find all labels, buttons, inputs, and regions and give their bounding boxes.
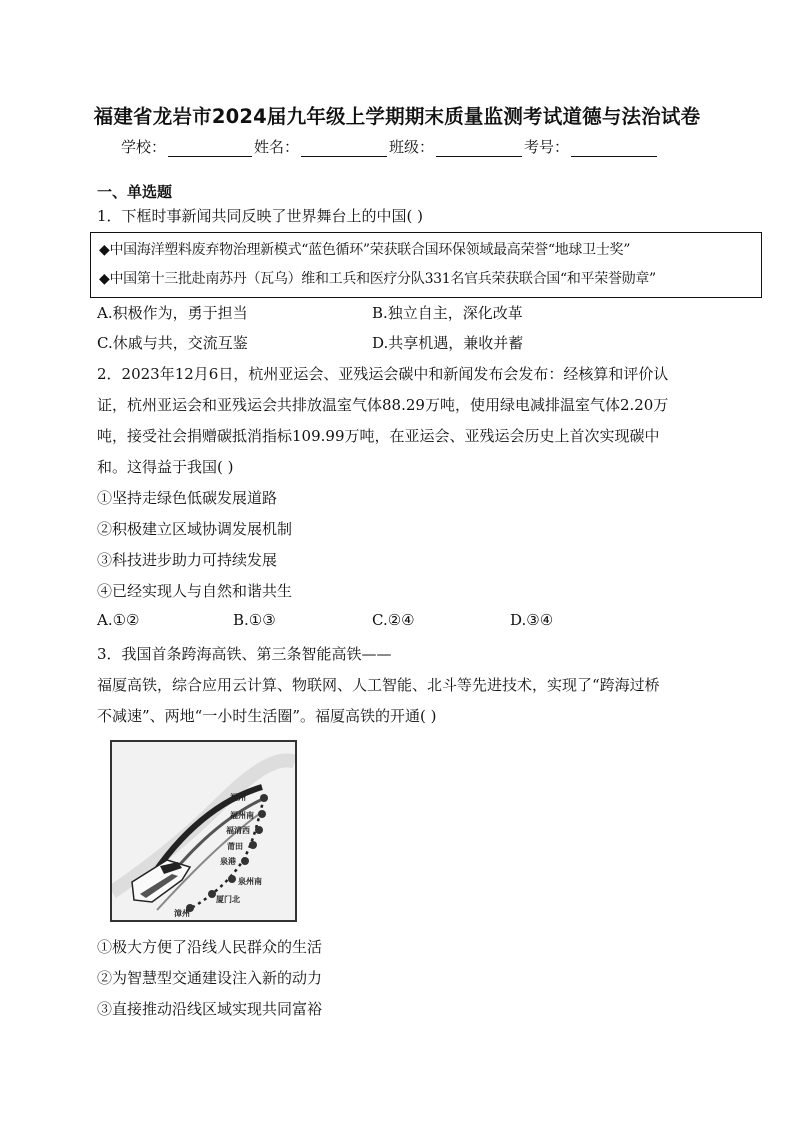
class-label: 班级： — [389, 138, 435, 156]
q2-option-a[interactable]: A.①② — [97, 611, 140, 629]
q1-news-box — [90, 232, 762, 298]
station-label: 福清西 — [226, 826, 250, 835]
q1-option-b[interactable]: B.独立自主，深化改革 — [372, 304, 523, 322]
school-blank[interactable] — [168, 142, 252, 157]
q3-item: ③直接推动沿线区域实现共同富裕 — [97, 1000, 323, 1018]
q2-stem-line: 证，杭州亚运会和亚残运会共排放温室气体88.29万吨，使用绿电减排温室气体2.20万 — [97, 396, 669, 414]
q3-item: ②为智慧型交通建设注入新的动力 — [97, 969, 323, 987]
q1-news-item: ◆中国海洋塑料废弃物治理新模式“蓝色循环”荣获联合国环保领域最高荣誉“地球卫士奖” — [99, 242, 631, 258]
q3-stem-line: 3．我国首条跨海高铁、第三条智能高铁—— — [97, 645, 392, 663]
q2-item: ①坚持走绿色低碳发展道路 — [97, 489, 278, 507]
railway-map-image — [110, 740, 297, 922]
name-label: 姓名： — [254, 138, 300, 156]
number-blank[interactable] — [571, 142, 657, 157]
station-label: 泉港 — [220, 857, 236, 866]
railway-map-illustration — [112, 742, 295, 920]
station-label: 福州 — [230, 793, 246, 802]
q2-stem-line: 和。这得益于我国( ) — [97, 458, 234, 476]
q2-option-b[interactable]: B.①③ — [233, 611, 276, 629]
station-label: 福州南 — [230, 811, 254, 820]
class-blank[interactable] — [436, 142, 522, 157]
q2-option-d[interactable]: D.③④ — [510, 611, 554, 629]
q2-item: ④已经实现人与自然和谐共生 — [97, 582, 293, 600]
section-heading: 一、单选题 — [97, 183, 173, 201]
q1-news-item: ◆中国第十三批赴南苏丹（瓦乌）维和工兵和医疗分队331名官兵荣获联合国“和平荣誉勋章” — [99, 271, 656, 287]
q1-option-a[interactable]: A.积极作为，勇于担当 — [97, 304, 248, 322]
q2-stem-line: 吨，接受社会捐赠碳抵消指标109.99万吨，在亚运会、亚残运会历史上首次实现碳中 — [97, 427, 660, 445]
station-label: 漳州 — [174, 909, 190, 918]
station-label: 泉州南 — [238, 877, 262, 886]
station-label: 莆田 — [227, 842, 243, 851]
q3-stem-line: 不减速”、两地“一小时生活圈”。福厦高铁的开通( ) — [97, 707, 437, 725]
q2-item: ③科技进步助力可持续发展 — [97, 551, 278, 569]
station-label: 厦门北 — [216, 895, 240, 904]
q2-item: ②积极建立区域协调发展机制 — [97, 520, 293, 538]
name-blank[interactable] — [301, 142, 387, 157]
q1-option-d[interactable]: D.共享机遇，兼收并蓄 — [372, 334, 524, 352]
q1-option-c[interactable]: C.休戚与共，交流互鉴 — [97, 334, 248, 352]
school-label: 学校： — [121, 138, 167, 156]
q3-stem-line: 福厦高铁，综合应用云计算、物联网、人工智能、北斗等先进技术，实现了“跨海过桥 — [97, 676, 660, 694]
number-label: 考号： — [524, 138, 570, 156]
q2-stem-line: 2．2023年12月6日，杭州亚运会、亚残运会碳中和新闻发布会发布：经核算和评价认 — [97, 365, 669, 383]
q2-option-c[interactable]: C.②④ — [372, 611, 415, 629]
student-info-row — [121, 136, 659, 157]
q1-stem: 1．下框时事新闻共同反映了世界舞台上的中国( ) — [97, 207, 424, 225]
page-title: 福建省龙岩市2024届九年级上学期期末质量监测考试道德与法治试卷 — [93, 105, 701, 128]
q3-item: ①极大方便了沿线人民群众的生活 — [97, 938, 323, 956]
